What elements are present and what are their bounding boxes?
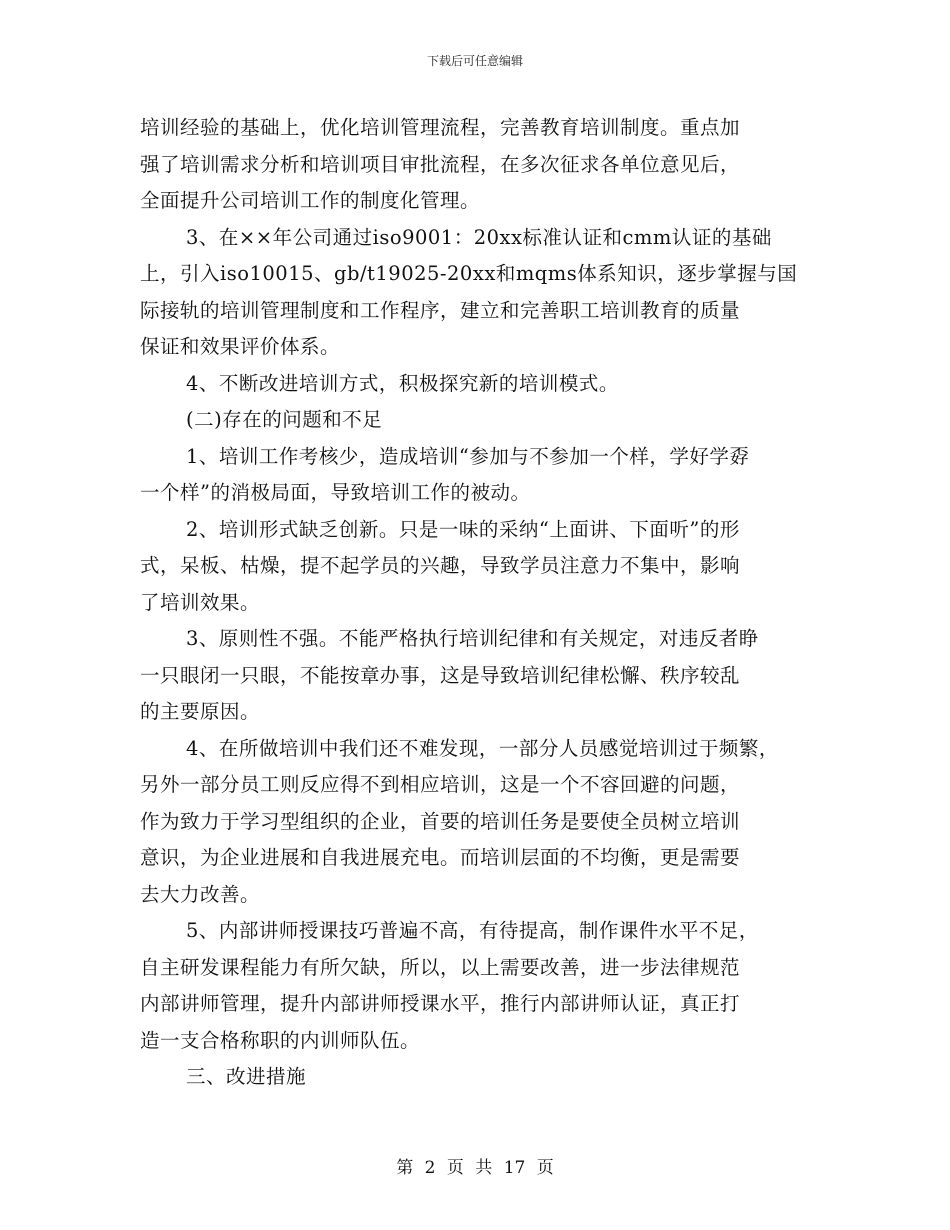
text-line: 1、培训工作考核少，造成培训“参加与不参加一个样，学好学孬 bbox=[186, 444, 750, 468]
text-line: 去大力改善。 bbox=[140, 882, 261, 906]
text-line: 全面提升公司培训工作的制度化管理。 bbox=[140, 189, 481, 212]
document-body bbox=[140, 110, 810, 1096]
text-line: 了培训效果。 bbox=[140, 590, 261, 614]
text-line: 一只眼闭一只眼，不能按章办事，这是导致培训纪律松懈、秩序较乱 bbox=[140, 663, 741, 687]
text-line: 3、原则性不强。不能严格执行培训纪律和有关规定，对违反者睁 bbox=[186, 627, 759, 650]
text-line: 的主要原因。 bbox=[140, 700, 261, 723]
page-header: 下载后可任意编辑 bbox=[426, 54, 523, 68]
text-line: 内部讲师管理，提升内部讲师授课水平，推行内部讲师认证，真正打 bbox=[140, 992, 741, 1015]
text-line: 培训经验的基础上，优化培训管理流程，完善教育培训制度。重点加 bbox=[140, 116, 741, 139]
text-line: 保证和效果评价体系。 bbox=[140, 335, 341, 358]
text-line: 式，呆板、枯燥，提不起学员的兴趣，导致学员注意力不集中，影响 bbox=[140, 554, 741, 577]
text-line: 自主研发课程能力有所欠缺，所以，以上需要改善，进一步法律规范 bbox=[140, 955, 741, 979]
text-line: 造一支合格称职的内训师队伍。 bbox=[140, 1028, 421, 1052]
text-line: 一个样”的消极局面，导致培训工作的被动。 bbox=[140, 481, 531, 504]
text-line: 强了培训需求分析和培训项目审批流程，在多次征求各单位意见后， bbox=[140, 152, 741, 176]
text-line: 3、在××年公司通过iso9001：20xx标准认证和cmm认证的基础 bbox=[186, 225, 772, 249]
text-line: 5、内部讲师授课技巧普遍不高，有待提高，制作课件水平不足， bbox=[186, 919, 759, 942]
text-line: 2、培训形式缺乏创新。只是一味的采纳“上面讲、下面听”的形 bbox=[186, 517, 740, 541]
text-line: 上，引入iso10015、gb/t19025-20xx和mqms体系知识，逐步掌握与国 bbox=[140, 262, 798, 285]
text-line: 际接轨的培训管理制度和工作程序，建立和完善职工培训教育的质量 bbox=[140, 298, 741, 322]
text-line: 另外一部分员工则反应得不到相应培训，这是一个不容回避的问题， bbox=[140, 773, 741, 796]
page-footer: 第 2 页 共 17 页 bbox=[396, 1158, 554, 1178]
text-line: 4、在所做培训中我们还不难发现，一部分人员感觉培训过于频繁， bbox=[186, 736, 779, 760]
text-line: (二)存在的问题和不足 bbox=[186, 408, 383, 431]
text-line: 4、不断改进培训方式，积极探究新的培训模式。 bbox=[186, 371, 619, 395]
text-line: 意识，为企业进展和自我进展充电。而培训层面的不均衡，更是需要 bbox=[140, 846, 741, 869]
text-line: 作为致力于学习型组织的企业，首要的培训任务是要使全员树立培训 bbox=[140, 809, 741, 833]
text-line: 三、改进措施 bbox=[186, 1065, 307, 1088]
